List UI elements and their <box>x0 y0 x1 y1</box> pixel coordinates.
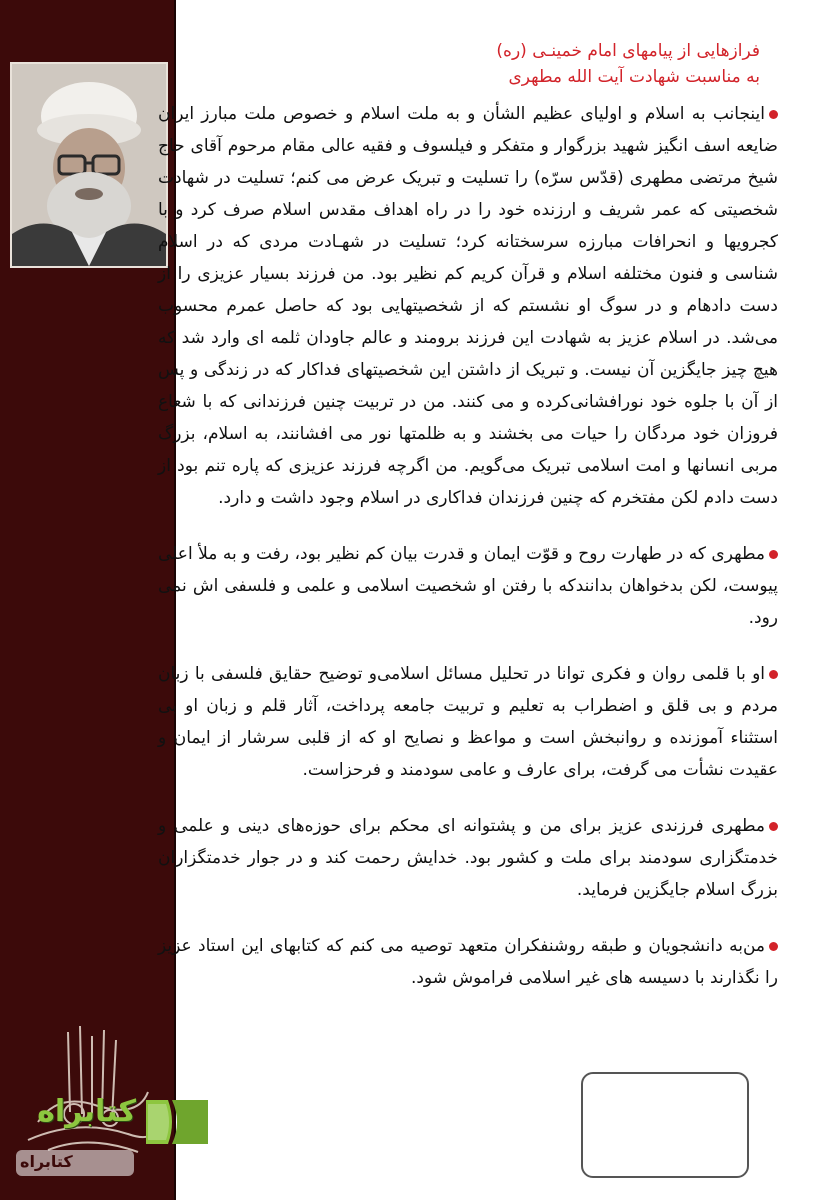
header-title <box>180 38 760 90</box>
logo-small-text: کتابراه <box>20 1152 73 1171</box>
paragraph-text: مطهری که در طهارت روح و قوّت ایمان و قدرت بیان کم نظیر بود، رفت و به ملأ اعلی پیوست، لکن بدخواهان بدانندکه با رفتن او شخصیت اسلامی و علمی و فلسفی اش نمی رود. <box>158 544 778 628</box>
empty-frame-box <box>581 1072 749 1178</box>
header-line-1: فرازهایی از پیامهای امام خمینـی (ره) <box>496 41 760 61</box>
paragraph-3 <box>158 658 778 786</box>
paragraph-text: من‌به دانشجویان و طبقه روشنفکران متعهد توصیه می کنم که کتابهای این استاد عزیز را نگذارند با دسیسه های غیر اسلامی فراموش شود. <box>158 936 778 988</box>
bullet-icon <box>769 942 778 951</box>
bullet-icon <box>769 550 778 559</box>
portrait-photo <box>10 62 168 268</box>
logo-mark-icon <box>142 1094 212 1150</box>
header-line-2: به مناسبت شهادت آیت الله مطهری <box>508 67 760 87</box>
bullet-icon <box>769 670 778 679</box>
message-body <box>158 98 778 1018</box>
logo-wordmark: کتابراه <box>37 1094 136 1129</box>
bullet-icon <box>769 110 778 119</box>
bullet-icon <box>769 822 778 831</box>
paragraph-2 <box>158 538 778 634</box>
paragraph-text: او با قلمی روان و فکری توانا در تحلیل مسائل اسلامی‌و توضیح حقایق فلسفی با زبان مردم و بی قلق و اضطراب به تعلیم و تربیت جامعه پرداخت، آثار قلم و زبان او بی استثناء آموزنده و روانبخش است و مواعظ و نصایح او که از قلبی سرشار از ایمان و عقیدت نشأت می گرفت، برای عارف و عامی سودمند و فرحزاست. <box>158 664 778 780</box>
ketabrah-logo[interactable] <box>20 1088 212 1184</box>
paragraph-text: مطهری فرزندی عزیز برای من و پشتوانه ای محکم برای حوزه‌های دینی و علمی و خدمتگزاری سودمند برای ملت و کشور بود. خدایش رحمت کند و در جوار خدمتگزاران بزرگ اسلام جایگزین فرماید. <box>158 816 778 900</box>
paragraph-4 <box>158 810 778 906</box>
paragraph-5 <box>158 930 778 994</box>
paragraph-text: اینجانب به اسلام و اولیای عظیم الشأن و به ملت اسلام و خصوص ملت مبارز ایران ضایعه اسف انگیز شهید بزرگوار و متفکر و فیلسوف و فقیه عالی مقام مرحوم آقای حاج شیخ مرتضی مطهری (قدّس سرّه) را تسلیت و تبریک عرض می کنم؛ تسلیت در شهادت شخصیتی که عمر شریف و ارزنده خود را در راه اهداف مقدس اسلام صرف کرد و با کجرویها و انحرافات مبارزه سرسختانه کرد؛ تسلیت در شهـادت مردی که در اسلام شناسی و فنون مختلفه اسلام و قرآن کریم کم نظیر بود. من فرزند بسیار عزیزی را از دست دادهام و در سوگ او نشستم که از شخصیتهایی بود که حاصل عمرم محسوب می‌شد. در اسلام عزیز به شهادت این فرزند برومند و عالم جاودان ثلمه ای وارد شد که هیچ چیز جایگزین آن نیست. و تبریک از داشتن این شخصیتهای فداکار که در زندگی و پس از آن با جلوه خود نورافشانی‌کرده و می کنند. من در تربیت چنین فرزندانی که با شعاع فروزان خود مردگان را حیات می بخشند و به ظلمتها نور می افشانند، به اسلام، بزرگ مربی انسانها و امت اسلامی تبریک می‌گویم. من اگرچه فرزند عزیزی که پاره تنم بود از دست دادم لکن مفتخرم که چنین فرزندان فداکاری در اسلام وجود داشت و دارد. <box>158 104 778 508</box>
paragraph-1 <box>158 98 778 514</box>
